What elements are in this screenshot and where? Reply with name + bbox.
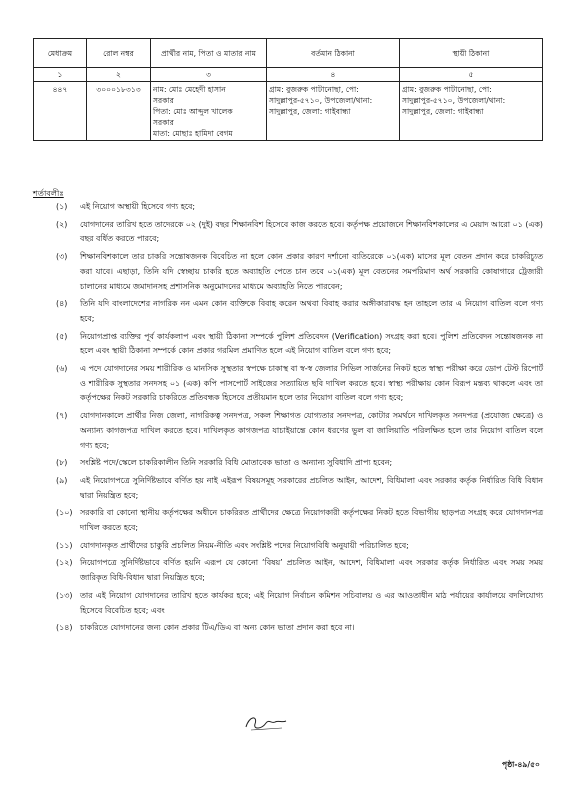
address-line: সাদুল্লাপুর-৫৭১০, উপজেলা/থানা: bbox=[269, 96, 373, 105]
term-text: সংশ্লিষ্ট পদে/স্কেলে চাকরিকালীন তিনি সরকারি বিধি মোতাবেক ভাতা ও অন্যান্য সুবিধাদি প্রাপ্য হবেন; bbox=[80, 458, 393, 468]
address-line: সাদুল্লাপুর, জেলা: গাইবান্ধা bbox=[269, 107, 351, 116]
table-row bbox=[34, 82, 543, 141]
term-text: এই নিয়োগপত্রে সুনির্দিষ্টভাবে বর্ণিত হয় নাই এইরূপ বিষয়সমূহ সরকারের প্রচলিত আইন, আদেশ, বিধিমালা এবং সরকার কর্তৃক নির্ধারিত বিধি বিধান দ্বারা নিয়ন্ত্রিত হবে; bbox=[80, 475, 543, 500]
term-text: নিয়োগপত্রে সুনির্দিষ্টভাবে বর্ণিত হয়নি এরূপ যে কোনো ‘বিষয়’ প্রচলিত আইন, আদেশ, বিধিমালা এবং সরকার কর্তৃক নির্ধারিত এবং সময় সময় জারিকৃত বিধি-বিধান দ্বারা নিয়ন্ত্রিত হবে; bbox=[80, 558, 543, 583]
term-text: এই নিয়োগ অস্থায়ী হিসেবে গণ্য হবে; bbox=[80, 202, 196, 211]
term-item bbox=[56, 556, 543, 585]
mother-line: মাতা: মোছাঃ হামিদা বেগম bbox=[153, 129, 233, 138]
term-item bbox=[56, 474, 543, 503]
term-number: (১১) bbox=[56, 540, 73, 550]
term-number: (১৪) bbox=[56, 623, 73, 633]
term-text: শিক্ষানবিশকালে তার চাকরি সন্তোষজনক বিবেচিত না হলে কোন প্রকার কারণ দর্শানো ব্যতিরেকে ০১(এক) মাসের মূল বেতন প্রদান করে চাকরিচ্যুত করা যাবে। এছাড়া, তিনি যদি স্বেচ্ছায় চাকরি হতে অব্যাহতি পেতে চান তবে ০১(এক) মূল বেতনের সমপরিমাণ অর্থ সরকারি কোষাগারে ট্রেজারী চালানের মাধ্যমে জমাদানসহ প্রশাসনিক অনুমোদনের মাধ্যমে অব্যাহতি নিতে পারবেন; bbox=[80, 252, 543, 291]
address-line: গ্রাম: বুজরুক পাটানোছা, পো: bbox=[402, 85, 492, 94]
term-item bbox=[56, 506, 543, 535]
roll-number-cell: ৩০০০১৮৩১৩ bbox=[87, 82, 151, 141]
terms-list bbox=[56, 200, 543, 639]
term-number: (৯) bbox=[56, 475, 68, 485]
permanent-address-cell bbox=[400, 82, 543, 141]
term-number: (২) bbox=[56, 219, 68, 229]
term-text: যোগদানের তারিখ হতে তাদেরকে ০২ (দুই) বছর শিক্ষানবিশ হিসেবে কাজ করতে হবে। কর্তৃপক্ষ প্রয়োজনে শিক্ষানবিশকালের এ মেয়াদ আরো ০১ (এক) বছর বর্ধিত করতে পারবে; bbox=[80, 219, 543, 244]
term-number: (৮) bbox=[56, 458, 68, 468]
term-item bbox=[56, 330, 543, 359]
present-address-cell bbox=[267, 82, 400, 141]
term-item bbox=[56, 621, 543, 636]
father-line: সরকার bbox=[153, 118, 174, 127]
name-line: নাম: মোঃ মেহেদী হাসান bbox=[153, 85, 226, 94]
index-cell: ২ bbox=[87, 68, 151, 82]
term-item bbox=[56, 456, 543, 471]
address-line: গ্রাম: বুজরুক পাটানোছা, পো: bbox=[269, 85, 359, 94]
term-text: চাকরিতে যোগদানের জন্য কোন প্রকার টিএ/ডিএ বা অন্য কোন ভাতা প্রদান করা হবে না। bbox=[80, 623, 355, 633]
father-line: পিতা: মোঃ আব্দুল খালেক bbox=[153, 107, 233, 116]
term-text: নিয়োগপ্রাপ্ত ব্যক্তির পূর্ব কার্যকলাপ এবং স্থায়ী ঠিকানা সম্পর্কে পুলিশ প্রতিবেদন (Verification) সংগ্রহ করা হবে। পুলিশ প্রতিবেদন সন্তোষজনক না হলে এবং স্থায়ী ঠিকানা সম্পর্কে কোন প্রকার গরমিল প্রমাণিত হলে এই নিয়োগ বাতিল বলে গণ্য হবে; bbox=[80, 331, 543, 356]
address-line: সাদুল্লাপুর-৫৭১০, উপজেলা/থানা: bbox=[402, 96, 506, 105]
term-text: সরকারি বা কোনো স্থানীয় কর্তৃপক্ষের অধীনে চাকরিরত প্রার্থীদের ক্ষেত্রে নিয়োগকারী কর্তৃপক্ষের নিকট হতে বিভাগীয় ছাড়পত্র সংগ্রহ করে যোগদানপত্র দাখিল করতে হবে; bbox=[80, 508, 543, 533]
index-cell: ৫ bbox=[400, 68, 543, 82]
index-cell: ৩ bbox=[151, 68, 267, 82]
term-number: (৪) bbox=[56, 299, 68, 309]
selection-table bbox=[33, 38, 543, 141]
term-text: তার এই নিয়োগ যোগদানের তারিখ হতে কার্যকর হবে; এই নিয়োগ নির্বাচন কমিশন সচিবালয় ও এর আওতাধীন মাঠ পর্যায়ের কার্যালয়ে বদলিযোগ্য হিসেবে বিবেচিত হবে; এবং bbox=[80, 590, 543, 615]
term-number: (১২) bbox=[56, 558, 73, 568]
index-cell: ১ bbox=[34, 68, 87, 82]
table-index-row bbox=[34, 68, 543, 82]
term-text: তিনি যদি বাংলাদেশের নাগরিক নন এমন কোন ব্যক্তিকে বিবাহ করেন অথবা বিবাহ করার অঙ্গীকারাবদ্ধ হন তাহলে তার এ নিয়োগ বাতিল বলে গণ্য হবে; bbox=[80, 299, 543, 323]
term-item bbox=[56, 297, 543, 326]
name-line: সরকার bbox=[153, 96, 174, 105]
header-permanent-address: স্থায়ী ঠিকানা bbox=[400, 39, 543, 68]
candidate-name-cell bbox=[151, 82, 267, 141]
index-cell: ৪ bbox=[267, 68, 400, 82]
term-number: (৩) bbox=[56, 252, 68, 262]
term-item bbox=[56, 218, 543, 247]
term-number: (৭) bbox=[56, 411, 68, 421]
header-roll-number: রোল নম্বর bbox=[87, 39, 151, 68]
term-number: (১৩) bbox=[56, 590, 73, 600]
term-item bbox=[56, 409, 543, 453]
page-number: পৃষ্ঠা-৪৯/৫০ bbox=[502, 760, 540, 769]
terms-heading: শর্তাবলীঃ bbox=[33, 188, 64, 198]
term-text: যোগদানকালে প্রার্থীর নিজ জেলা, নাগরিকত্ব সনদপত্র, সকল শিক্ষাগত যোগ্যতার সনদপত্র, কোটার সমর্থনে দাখিলকৃত সনদপত্র (প্রযোজ্য ক্ষেত্রে) ও অন্যান্য কাগজপত্র দাখিল করতে হবে। দাখিলকৃত কাগজপত্র যাচাইয়ান্তে কোন ধরণের ভুল বা জালিয়াতি পরিলক্ষিত হলে তার নিয়োগ বাতিল বলে গণ্য হবে; bbox=[80, 411, 543, 450]
header-present-address: বর্তমান ঠিকানা bbox=[267, 39, 400, 68]
address-line: সাদুল্লাপুর, জেলা: গাইবান্ধা bbox=[402, 107, 484, 116]
signature-mark bbox=[242, 712, 290, 734]
term-text: এ পদে যোগদানের সময় শারীরিক ও মানসিক সুস্থতার স্বপক্ষে চাকাস্থ বা স্ব-স্ব জেলার সিভিল সার্জনের নিকট হতে স্বাস্থ্য পরীক্ষা করে ডোপ টেস্ট রিপোর্ট ও শারীরিক সুস্থতার সনদসহ ০১ (এক) কপি পাসপোর্ট সাইজের সত্যায়িত ছবি দাখিল করতে হবে। স্বাস্থ্য পরীক্ষায় কোন বিরূপ মন্তব্য থাকলে এবং তা কর্তৃপক্ষের নিকট সরকারি চাকরিতে প্রতিবন্ধক হিসেবে প্রতীয়মান হলে তার নিয়োগ বাতিল বলে গণ্য হবে; bbox=[80, 364, 543, 403]
header-candidate-name: প্রার্থীর নাম, পিতা ও মাতার নাম bbox=[151, 39, 267, 68]
table-header-row bbox=[34, 39, 543, 68]
term-item bbox=[56, 250, 543, 294]
term-number: (৫) bbox=[56, 331, 68, 341]
term-text: যোগদানকৃত প্রার্থীদের চাকুরি প্রচলিত নিয়ম-নীতি এবং সংশ্লিষ্ট পদের নিয়োগবিধি অনুযায়ী পরিচালিত হবে; bbox=[80, 540, 409, 550]
header-serial: মেধাক্রম bbox=[34, 39, 87, 68]
term-number: (১) bbox=[56, 202, 68, 211]
term-item bbox=[56, 362, 543, 406]
serial-cell: ৪৪৭ bbox=[34, 82, 87, 141]
term-item bbox=[56, 200, 543, 215]
term-number: (১০) bbox=[56, 508, 73, 518]
term-number: (৬) bbox=[56, 364, 68, 374]
term-item bbox=[56, 589, 543, 618]
term-item bbox=[56, 539, 543, 554]
